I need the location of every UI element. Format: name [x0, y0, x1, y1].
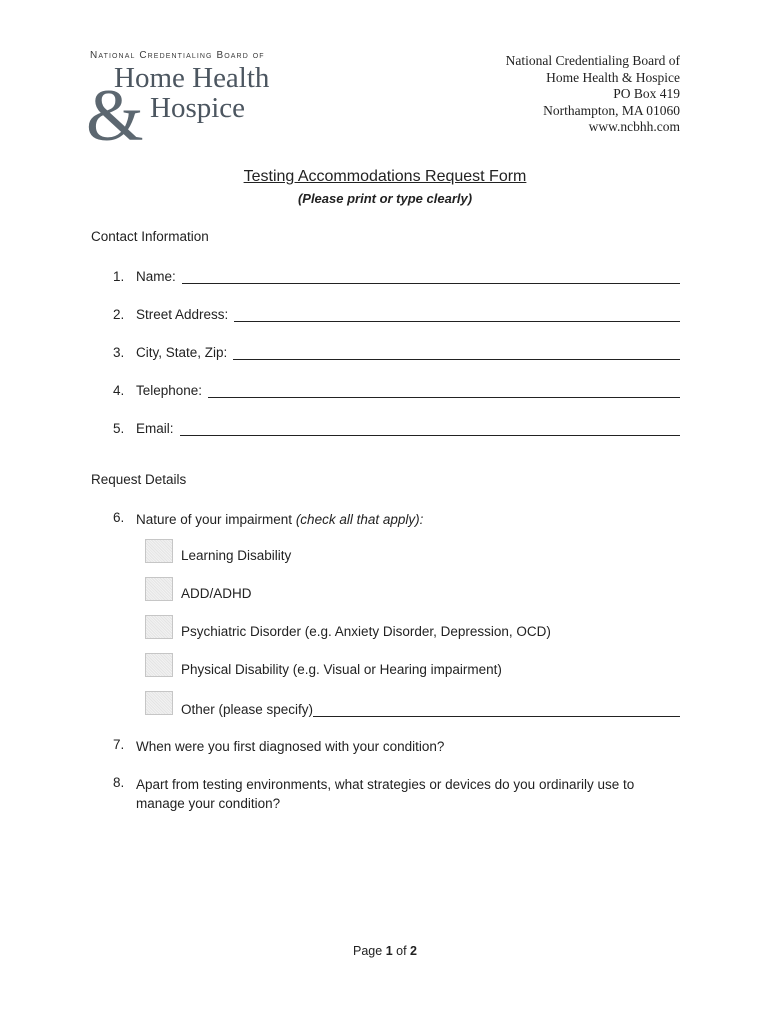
address-line: PO Box 419 [613, 86, 680, 101]
question-8 [113, 775, 653, 813]
option-label: Learning Disability [181, 548, 292, 563]
logo-hospice: Hospice [150, 92, 246, 124]
city-state-zip-field[interactable] [113, 342, 680, 360]
other-specify-input-line[interactable] [313, 703, 680, 717]
form-title: Testing Accommodations Request Form [243, 168, 527, 185]
other-specify-field[interactable] [181, 699, 680, 717]
question-number: 8. [113, 775, 125, 790]
question-text: When were you first diagnosed with your condition? [136, 739, 445, 754]
contact-heading: Contact Information [91, 229, 209, 244]
telephone-field[interactable] [113, 380, 680, 398]
field-label: Telephone: [136, 383, 203, 398]
question-6-hint: (check all that apply): [295, 512, 424, 527]
field-number: 3. [113, 345, 125, 360]
field-number: 4. [113, 383, 125, 398]
city-state-zip-input-line[interactable] [233, 346, 680, 360]
logo-home-health: Home Health [114, 62, 270, 94]
street-address-field[interactable] [113, 304, 680, 322]
form-subtitle: (Please print or type clearly) [297, 191, 473, 206]
question-number: 7. [113, 737, 125, 752]
question-text [136, 510, 423, 529]
add-adhd-checkbox[interactable] [145, 577, 173, 601]
address-website: www.ncbhh.com [588, 119, 680, 134]
name-field[interactable] [113, 266, 680, 284]
question-number: 6. [113, 510, 125, 525]
field-label: Name: [136, 269, 176, 284]
option-label: Physical Disability (e.g. Visual or Hearing impairment) [181, 662, 502, 677]
question-6-text: Nature of your impairment [136, 512, 296, 527]
field-label: Email: [136, 421, 174, 436]
telephone-input-line[interactable] [208, 384, 680, 398]
email-input-line[interactable] [180, 422, 680, 436]
field-number: 2. [113, 307, 125, 322]
question-7 [113, 737, 680, 756]
logo-top-line: National Credentialing Board of [90, 50, 265, 61]
field-number: 5. [113, 421, 125, 436]
page-word: Page [353, 944, 386, 958]
address-block [506, 53, 680, 136]
field-number: 1. [113, 269, 125, 284]
address-line: Home Health & Hospice [546, 69, 680, 85]
address-line: Northampton, MA 01060 [543, 102, 680, 118]
learning-disability-checkbox[interactable] [145, 539, 173, 563]
option-label: ADD/ADHD [181, 586, 252, 601]
option-label: Other (please specify) [181, 702, 314, 717]
address-line: National Credentialing Board of [505, 53, 680, 68]
email-field[interactable] [113, 418, 680, 436]
request-heading: Request Details [91, 472, 187, 487]
total-pages: 2 [410, 944, 417, 958]
other-checkbox[interactable] [145, 691, 173, 715]
logo-ampersand: & [86, 75, 144, 157]
name-input-line[interactable] [182, 270, 680, 284]
option-label: Psychiatric Disorder (e.g. Anxiety Disorder, Depression, OCD) [181, 624, 551, 639]
street-address-input-line[interactable] [234, 308, 680, 322]
of-word: of [392, 944, 411, 958]
field-label: City, State, Zip: [136, 345, 228, 360]
page-number [0, 944, 770, 958]
psychiatric-disorder-checkbox[interactable] [145, 615, 173, 639]
question-6 [113, 510, 680, 529]
field-label: Street Address: [136, 307, 229, 322]
current-page: 1 [385, 944, 393, 958]
physical-disability-checkbox[interactable] [145, 653, 173, 677]
question-text: Apart from testing environments, what strategies or devices do you ordinarily use to manage your condition? [136, 777, 635, 811]
